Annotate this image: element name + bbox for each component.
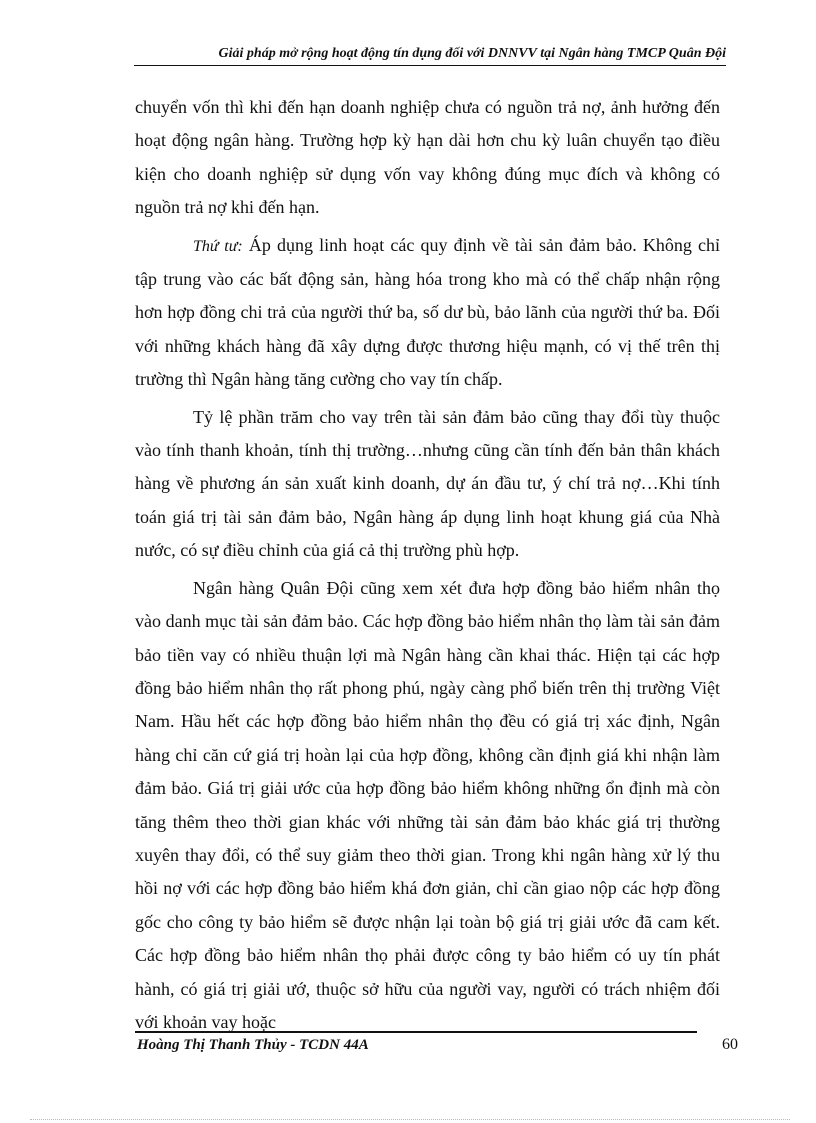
paragraph-thu-tu-text: Áp dụng linh hoạt các quy định về tài sản đảm bảo. Không chỉ tập trung vào các bất động sản, hàng hóa trong kho mà có thể chấp nhận rộng hơn hợp đồng chi trả của người thứ ba, số dư bù, bảo lãnh của người thứ ba. Đối với những khách hàng đã xây dựng được thương hiệu mạnh, có vị thế trên thị trường thì Ngân hàng tăng cường cho vay tín chấp.	[135, 234, 721, 390]
footer-divider	[135, 1031, 697, 1033]
document-body	[135, 91, 720, 1039]
footer-author: Hoàng Thị Thanh Thủy - TCDN 44A	[137, 1037, 369, 1053]
running-header-title: Giải pháp mở rộng hoạt động tín dụng đối với DNNVV tại Ngân hàng TMCP Quân Đội	[218, 46, 726, 61]
header-divider	[134, 65, 726, 66]
paragraph-lead-label: Thứ tư:	[193, 237, 243, 255]
page-bottom-border	[30, 1119, 790, 1120]
page-number: 60	[722, 1036, 738, 1053]
paragraph-ty-le: Tỷ lệ phần trăm cho vay trên tài sản đảm bảo cũng thay đổi tùy thuộc vào tính thanh khoản, tính thị trường…nhưng cũng cần tính đến bản thân khách hàng về phương án sản xuất kinh doanh, dự án đầu tư, ý chí trả nợ…Khi tính toán giá trị tài sản đảm bảo, Ngân hàng áp dụng linh hoạt khung giá của Nhà nước, có sự điều chỉnh của giá cả thị trường phù hợp.	[135, 406, 720, 561]
paragraph-continuation: chuyển vốn thì khi đến hạn doanh nghiệp chưa có nguồn trả nợ, ảnh hưởng đến hoạt động ngân hàng. Trường hợp kỳ hạn dài hơn chu kỳ luân chuyển tạo điều kiện cho doanh nghiệp sử dụng vốn vay không đúng mục đích và không có nguồn trả nợ khi đến hạn.	[135, 97, 720, 218]
paragraph-thu-tu	[135, 229, 720, 397]
paragraph-bao-hiem: Ngân hàng Quân Đội cũng xem xét đưa hợp đồng bảo hiểm nhân thọ vào danh mục tài sản đảm bảo. Các hợp đồng bảo hiểm nhân thọ làm tài sản đảm bảo tiền vay có nhiều thuận lợi mà Ngân hàng cần khai thác. Hiện tại các hợp đồng bảo hiểm nhân thọ rất phong phú, ngày càng phổ biến trên thị trường Việt Nam. Hầu hết các hợp đồng bảo hiểm nhân thọ đều có giá trị xác định, Ngân hàng chỉ căn cứ giá trị hoàn lại của hợp đồng, không cần định giá khi nhận làm đảm bảo. Giá trị giải ước của hợp đồng bảo hiểm không những ổn định mà còn tăng thêm theo thời gian khác với những tài sản đảm bảo khác giá trị thường xuyên thay đổi, có thể suy giảm theo thời gian. Trong khi ngân hàng xử lý thu hồi nợ với các hợp đồng bảo hiểm khá đơn giản, chỉ cần giao nộp các hợp đồng gốc cho công ty bảo hiểm sẽ được nhận lại toàn bộ giá trị giải ước đã cam kết. Các hợp đồng bảo hiểm nhân thọ phải được công ty bảo hiểm có uy tín phát hành, có giá trị giải ướ, thuộc sở hữu của người vay, người có trách nhiệm đối với khoản vay hoặc	[135, 577, 720, 1032]
